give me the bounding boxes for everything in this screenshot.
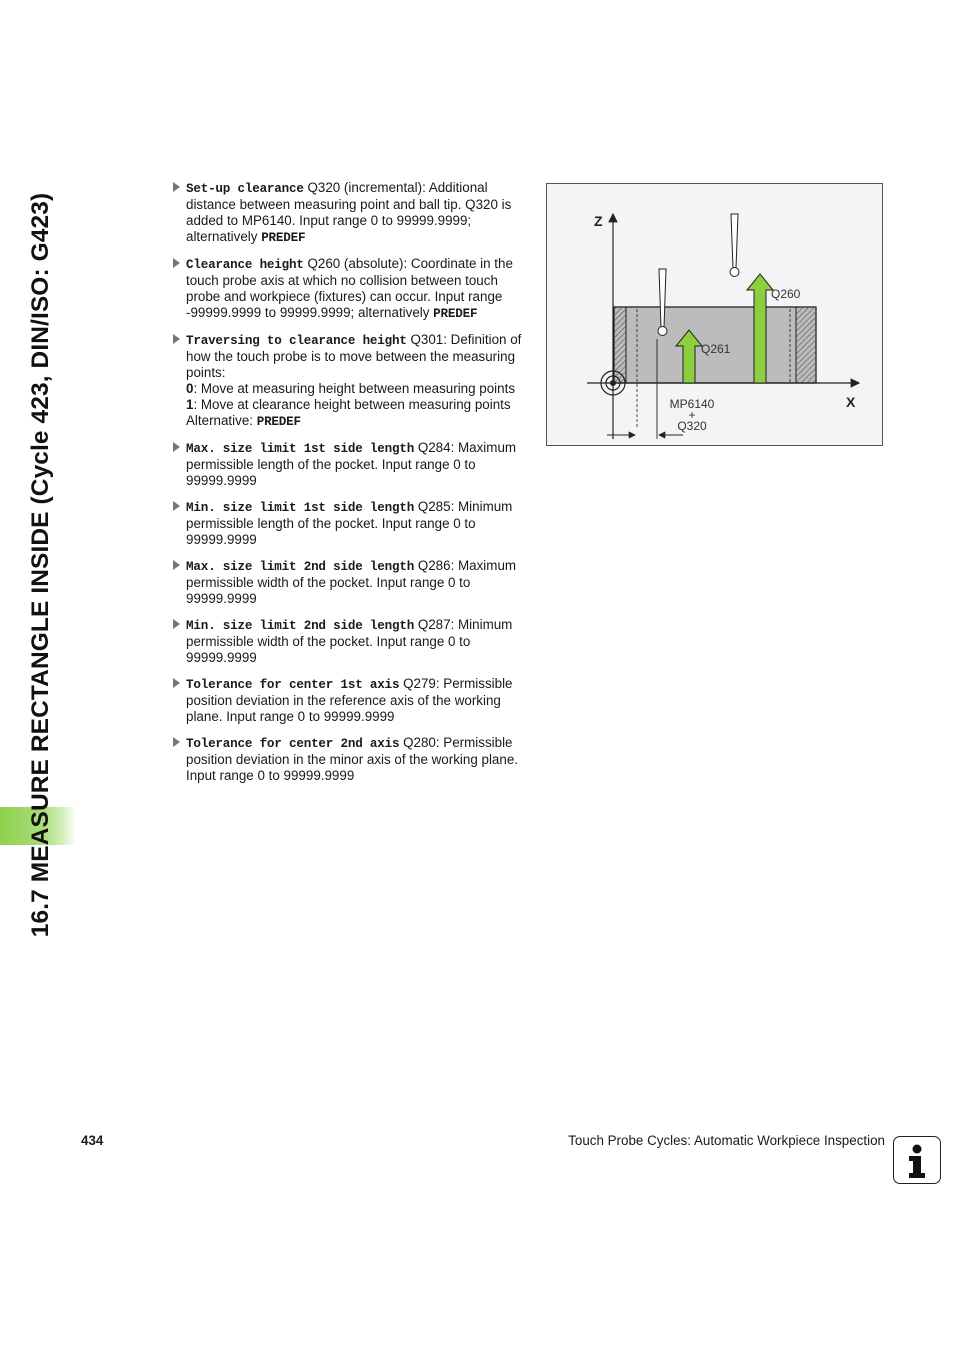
parameter-item bbox=[172, 676, 528, 725]
parameter-name: Max. size limit 1st side length bbox=[186, 442, 415, 456]
parameter-description: Q286: Maximum permissible width of the pocket. Input range 0 to 99999.9999 bbox=[186, 558, 517, 606]
info-icon bbox=[893, 1136, 941, 1184]
bullet-arrow-icon bbox=[173, 258, 180, 268]
bullet-arrow-icon bbox=[173, 442, 180, 452]
right-wall-hatch bbox=[796, 307, 816, 383]
bullet-arrow-icon bbox=[173, 501, 180, 511]
z-axis-label: Z bbox=[594, 213, 603, 229]
parameter-description: Q260 (absolute): Coordinate in the touch probe axis at which no collision between touch probe and workpiece (fixtures) can occur. Input range -99999.9999 to 99999.9999; alternatively bbox=[186, 256, 513, 320]
parameter-description: Q301: Definition of how the touch probe is to move between the measuring points: bbox=[186, 332, 522, 380]
parameter-item bbox=[172, 180, 528, 246]
parameter-description: Q320 (incremental): Additional distance between measuring point and ball tip. Q320 is added to MP6140. Input range 0 to 99999.9999; alternatively bbox=[186, 180, 512, 244]
parameter-description: 1 bbox=[186, 397, 194, 412]
parameter-description: : Move at measuring height between measuring points bbox=[193, 381, 516, 396]
bullet-arrow-icon bbox=[173, 182, 180, 192]
parameter-description: Q279: Permissible position deviation in the reference axis of the working plane. Input range 0 to 99999.9999 bbox=[186, 676, 513, 724]
parameter-name: Tolerance for center 1st axis bbox=[186, 678, 400, 692]
parameter-item bbox=[172, 617, 528, 666]
probe-stylus-high bbox=[731, 214, 738, 268]
parameter-description: Q287: Minimum permissible width of the pocket. Input range 0 to 99999.9999 bbox=[186, 617, 513, 665]
bullet-arrow-icon bbox=[173, 560, 180, 570]
predef-keyword: PREDEF bbox=[433, 307, 478, 321]
x-axis-label: X bbox=[846, 394, 856, 410]
q261-label: Q261 bbox=[701, 342, 731, 356]
footer-title: Touch Probe Cycles: Automatic Workpiece Inspection bbox=[568, 1133, 885, 1148]
parameter-description: 0 bbox=[186, 381, 194, 396]
section-title: 16.7 MEASURE RECTANGLE INSIDE (Cycle 423, DIN/ISO: G423) bbox=[27, 192, 54, 938]
cycle-diagram bbox=[546, 183, 883, 446]
parameter-name: Min. size limit 2nd side length bbox=[186, 619, 415, 633]
parameter-item bbox=[172, 440, 528, 489]
page-number: 434 bbox=[81, 1133, 104, 1148]
diagram-svg bbox=[547, 184, 884, 447]
predef-keyword: PREDEF bbox=[256, 415, 301, 429]
q260-label: Q260 bbox=[771, 287, 801, 301]
parameter-name: Clearance height bbox=[186, 258, 304, 272]
parameter-item bbox=[172, 332, 528, 430]
probe-ball-low bbox=[658, 327, 667, 336]
parameter-description: : Move at clearance height between measuring points bbox=[193, 397, 511, 412]
mp6140-label: MP6140 bbox=[669, 397, 715, 411]
q320-label: Q320 bbox=[677, 419, 707, 433]
parameter-item bbox=[172, 499, 528, 548]
parameter-name: Traversing to clearance height bbox=[186, 334, 407, 348]
parameter-item bbox=[172, 256, 528, 322]
parameter-description: Q284: Maximum permissible length of the pocket. Input range 0 to 99999.9999 bbox=[186, 440, 517, 488]
parameter-name: Tolerance for center 2nd axis bbox=[186, 737, 400, 751]
parameter-description: Q280: Permissible position deviation in the minor axis of the working plane. Input range 0 to 99999.9999 bbox=[186, 735, 518, 783]
side-tab-area bbox=[0, 0, 80, 1350]
parameter-list bbox=[172, 180, 528, 794]
parameter-item bbox=[172, 735, 528, 784]
parameter-description: Alternative: bbox=[186, 413, 257, 428]
probe-ball-high bbox=[730, 268, 739, 277]
bullet-arrow-icon bbox=[173, 334, 180, 344]
predef-keyword: PREDEF bbox=[261, 231, 306, 245]
parameter-name: Max. size limit 2nd side length bbox=[186, 560, 415, 574]
datum-center-dot bbox=[610, 380, 616, 386]
bullet-arrow-icon bbox=[173, 678, 180, 688]
parameter-item bbox=[172, 558, 528, 607]
parameter-description: Q285: Minimum permissible length of the pocket. Input range 0 to 99999.9999 bbox=[186, 499, 513, 547]
parameter-name: Set-up clearance bbox=[186, 182, 304, 196]
bullet-arrow-icon bbox=[173, 737, 180, 747]
parameter-name: Min. size limit 1st side length bbox=[186, 501, 415, 515]
plus-label: + bbox=[688, 408, 696, 422]
bullet-arrow-icon bbox=[173, 619, 180, 629]
